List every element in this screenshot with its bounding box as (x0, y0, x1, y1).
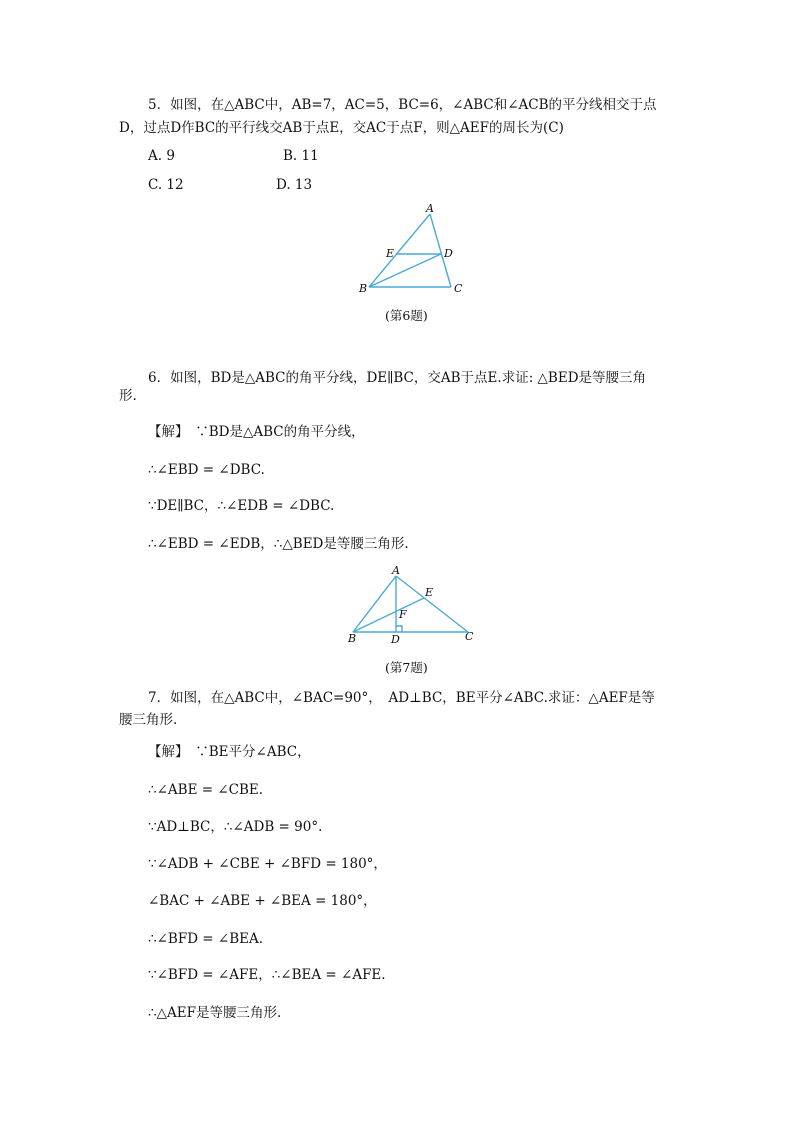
q5-option-a: A. 9 (148, 148, 175, 164)
fig6-label-a: A (426, 202, 434, 215)
q5-option-b: B. 11 (283, 148, 319, 164)
q5-stem-line2: D，过点D作BC的平行线交AB于点E，交AC于点F，则△AEF的周长为(C) (119, 120, 564, 136)
q7-stem-line2: 腰三角形. (119, 712, 178, 728)
q6-solution-3: ∵DE∥BC，∴∠EDB = ∠DBC. (148, 498, 335, 514)
fig6-label-d: D (444, 247, 453, 260)
figure-caption-q7: (第7题) (385, 660, 428, 675)
q7-solution-6: ∴∠BFD = ∠BEA. (148, 931, 264, 947)
q7-solution-2: ∴∠ABE = ∠CBE. (148, 782, 264, 798)
q5-option-d: D. 13 (276, 177, 313, 193)
fig6-label-c: C (454, 282, 463, 295)
fig7-side-ab (353, 576, 396, 632)
q7-solution-5: ∠BAC + ∠ABE + ∠BEA = 180°， (148, 893, 377, 909)
q6-solution-1: 【解】 ∵BD是△ABC的角平分线， (148, 424, 365, 440)
fig6-side-ac (430, 214, 451, 287)
q6-stem-line2: 形. (119, 388, 137, 404)
q7-stem-line1: 7．如图，在△ABC中，∠BAC=90°， AD⊥BC，BE平分∠ABC.求证：△AEF是等 (148, 690, 655, 706)
q6-stem-line1: 6．如图，BD是△ABC的角平分线，DE∥BC，交AB于点E.求证: △BED是等腰三角 (148, 370, 647, 386)
fig7-label-d: D (391, 633, 400, 646)
figure-caption-q6: (第6题) (385, 308, 428, 323)
q5-option-c: C. 12 (148, 177, 184, 193)
q7-solution-3: ∵AD⊥BC，∴∠ADB = 90°. (148, 819, 323, 835)
fig7-label-f: F (399, 608, 407, 621)
fig7-side-ac (396, 576, 468, 632)
fig7-label-b: B (348, 632, 357, 645)
fig6-label-b: B (359, 282, 368, 295)
fig7-label-a: A (392, 564, 400, 577)
fig6-label-e: E (386, 247, 395, 260)
q5-stem-line1: 5．如图，在△ABC中，AB=7，AC=5，BC=6，∠ABC和∠ACB的平分线相交于点 (148, 97, 657, 113)
fig7-label-c: C (465, 630, 474, 643)
fig6-side-ab (369, 214, 430, 287)
q7-solution-8: ∴△AEF是等腰三角形. (148, 1005, 282, 1021)
fig7-bisector-be (353, 598, 424, 632)
q6-solution-2: ∴∠EBD = ∠DBC. (148, 462, 265, 478)
q6-solution-4: ∴∠EBD = ∠EDB，∴△BED是等腰三角形. (148, 536, 409, 552)
fig6-segment-bd (369, 254, 441, 287)
fig7-label-e: E (425, 586, 434, 599)
q7-solution-1: 【解】 ∵BE平分∠ABC， (148, 744, 311, 760)
q7-solution-4: ∵∠ADB + ∠CBE + ∠BFD = 180°， (148, 856, 387, 872)
q7-solution-7: ∵∠BFD = ∠AFE，∴∠BEA = ∠AFE. (148, 967, 386, 983)
fig7-right-angle-mark (396, 626, 402, 632)
